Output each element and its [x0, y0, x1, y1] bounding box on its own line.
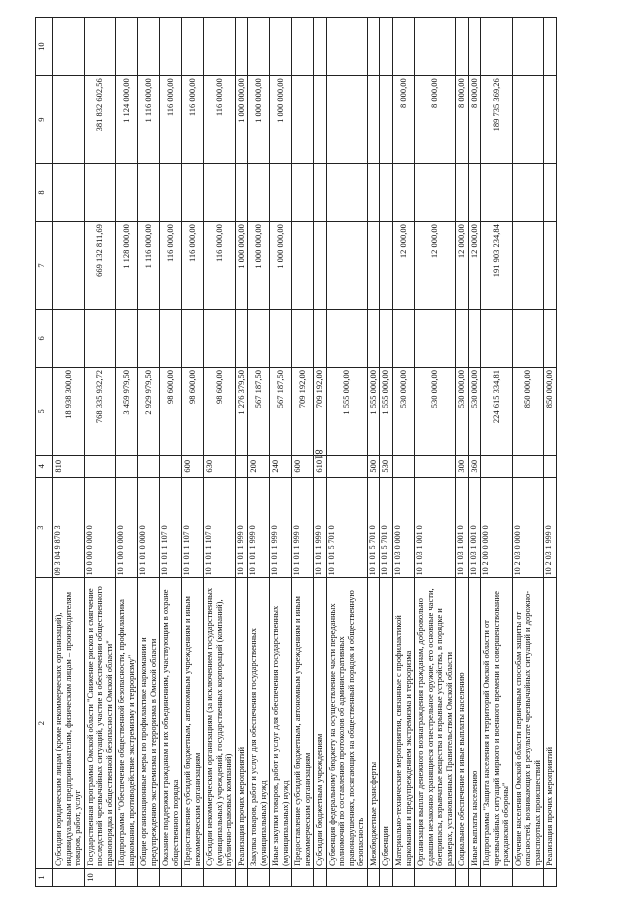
- cell-c8: [270, 163, 292, 221]
- cell-c4: [544, 455, 557, 477]
- cell-c9: [314, 76, 327, 164]
- cell-c8: [235, 163, 248, 221]
- cell-c1: [367, 869, 380, 887]
- cell-c8: [160, 163, 182, 221]
- column-header-2: 2: [36, 578, 53, 869]
- cell-c8: [392, 163, 414, 221]
- cell-c6: [84, 309, 116, 367]
- cell-c6: [468, 309, 481, 367]
- cell-c4: [415, 455, 456, 477]
- cell-c1: [116, 869, 138, 887]
- cell-c6: [138, 309, 160, 367]
- cell-c10: [204, 18, 236, 76]
- cell-c5: 530 000,00: [415, 367, 456, 455]
- table-row: [292, 18, 314, 887]
- cell-c1: [512, 869, 544, 887]
- cell-c2: Социальное обеспечение и иные выплаты населению: [456, 578, 469, 869]
- cell-c5: 1 276 379,50: [235, 367, 248, 455]
- cell-c5: 224 615 334,81: [481, 367, 513, 455]
- cell-c6: [512, 309, 544, 367]
- cell-c9: 1 000 000,00: [235, 76, 248, 164]
- cell-c4: 610: [314, 455, 327, 477]
- table-body: [53, 18, 557, 887]
- cell-c1: [160, 869, 182, 887]
- cell-c3: 09 3 04 9 870 3: [53, 477, 85, 577]
- cell-c8: [138, 163, 160, 221]
- cell-c9: 8 000,00: [468, 76, 481, 164]
- cell-c4: 200: [248, 455, 270, 477]
- table-row: [235, 18, 248, 887]
- cell-c3: 10 1 03 1 001 0: [468, 477, 481, 577]
- cell-c3: 10 1 03 0 000 0: [392, 477, 414, 577]
- cell-c3: 10 2 03 1 999 0: [544, 477, 557, 577]
- cell-c9: 116 000,00: [204, 76, 236, 164]
- cell-c7: 669 132 811,69: [84, 222, 116, 310]
- cell-c6: [235, 309, 248, 367]
- table-row: [544, 18, 557, 887]
- cell-c1: [53, 869, 85, 887]
- cell-c4: [84, 455, 116, 477]
- cell-c2: Подпрограмма "Обеспечение общественной безопасности, профилактика наркомании, противодействие экстремизму и терроризму": [116, 578, 138, 869]
- cell-c7: 116 000,00: [160, 222, 182, 310]
- cell-c2: Обучение населения Омской области первичным способам защиты от опасностей, возникающих в результате чрезвычайных ситуаций и дорожно-транспортных происшествий: [512, 578, 544, 869]
- cell-c9: 116 000,00: [182, 76, 204, 164]
- cell-c1: [248, 869, 270, 887]
- cell-c10: [138, 18, 160, 76]
- cell-c4: 500: [367, 455, 380, 477]
- cell-c2: Субвенции: [380, 578, 393, 869]
- cell-c10: [392, 18, 414, 76]
- table-row: [314, 18, 327, 887]
- cell-c10: [326, 18, 367, 76]
- cell-c1: 10: [84, 869, 116, 887]
- cell-c2: Межбюджетные трансферты: [367, 578, 380, 869]
- cell-c5: 567 187,50: [270, 367, 292, 455]
- cell-c5: 530 000,00: [468, 367, 481, 455]
- cell-c6: [326, 309, 367, 367]
- cell-c9: 1 000 000,00: [248, 76, 270, 164]
- cell-c7: 1 128 000,00: [116, 222, 138, 310]
- cell-c5: 530 000,00: [456, 367, 469, 455]
- cell-c2: Предоставление субсидий бюджетным, автономным учреждениям и иным некоммерческим организациям: [182, 578, 204, 869]
- cell-c4: [235, 455, 248, 477]
- cell-c5: 18 938 300,00: [53, 367, 85, 455]
- page-number: 81: [312, 449, 324, 460]
- cell-c10: [235, 18, 248, 76]
- cell-c9: 8 000,00: [392, 76, 414, 164]
- table-row: [326, 18, 367, 887]
- cell-c3: 10 1 01 5 701 0: [326, 477, 367, 577]
- cell-c3: 10 0 00 0 000 0: [84, 477, 116, 577]
- cell-c6: [481, 309, 513, 367]
- cell-c7: [512, 222, 544, 310]
- cell-c10: [481, 18, 513, 76]
- cell-c9: [512, 76, 544, 164]
- cell-c1: [468, 869, 481, 887]
- cell-c1: [314, 869, 327, 887]
- budget-table: [35, 17, 557, 887]
- cell-c10: [116, 18, 138, 76]
- rotated-sheet: [35, 17, 635, 887]
- cell-c1: [415, 869, 456, 887]
- cell-c10: [292, 18, 314, 76]
- cell-c4: [481, 455, 513, 477]
- column-header-1: 1: [36, 869, 53, 887]
- cell-c6: [248, 309, 270, 367]
- cell-c10: [468, 18, 481, 76]
- cell-c2: Субсидии некоммерческим организациям (за исключением государственных (муниципальных) учреждений, государственных корпораций (компаний), публично-правовых компаний): [204, 578, 236, 869]
- cell-c9: [544, 76, 557, 164]
- cell-c9: 381 832 602,56: [84, 76, 116, 164]
- table-row: [468, 18, 481, 887]
- table-row: [84, 18, 116, 887]
- cell-c3: 10 1 01 1 999 0: [292, 477, 314, 577]
- cell-c9: [367, 76, 380, 164]
- cell-c10: [248, 18, 270, 76]
- cell-c3: 10 1 01 1 107 0: [160, 477, 182, 577]
- cell-c7: 1 000 000,00: [270, 222, 292, 310]
- cell-c5: 768 335 932,72: [84, 367, 116, 455]
- cell-c1: [204, 869, 236, 887]
- cell-c2: Субвенция федеральному бюджету на осуществление части переданных полномочий по составлению протоколов об административных правонарушениях, посягающих на общественный порядок и общественную безопасность: [326, 578, 367, 869]
- table-row: [481, 18, 513, 887]
- cell-c2: Иные закупки товаров, работ и услуг для обеспечения государственных (муниципальных) нужд: [270, 578, 292, 869]
- cell-c1: [544, 869, 557, 887]
- cell-c9: 116 000,00: [160, 76, 182, 164]
- cell-c10: [456, 18, 469, 76]
- cell-c8: [248, 163, 270, 221]
- cell-c6: [292, 309, 314, 367]
- column-header-8: 8: [36, 163, 53, 221]
- table-row: [53, 18, 85, 887]
- table-row: [367, 18, 380, 887]
- cell-c2: Государственная программа Омской области "Снижение рисков и смягчение последствий чрезвычайных ситуаций, участие в обеспечении общественного правопорядка и общественной безопасности Омской области": [84, 578, 116, 869]
- cell-c7: [326, 222, 367, 310]
- table-row: [415, 18, 456, 887]
- column-header-4: 4: [36, 455, 53, 477]
- cell-c10: [415, 18, 456, 76]
- cell-c5: 709 192,00: [314, 367, 327, 455]
- cell-c6: [367, 309, 380, 367]
- cell-c10: [84, 18, 116, 76]
- cell-c3: 10 1 01 0 000 0: [138, 477, 160, 577]
- cell-c1: [270, 869, 292, 887]
- cell-c9: [53, 76, 85, 164]
- cell-c8: [182, 163, 204, 221]
- cell-c2: Материально-технические мероприятия, связанные с профилактикой наркомании и предупреждением экстремизма и терроризма: [392, 578, 414, 869]
- table-row: [456, 18, 469, 887]
- cell-c2: Субсидии юридическим лицам (кроме некоммерческих организаций), индивидуальным предпринимателям, физическим лицам – производителям товаров, работ, услуг: [53, 578, 85, 869]
- cell-c2: Иные выплаты населению: [468, 578, 481, 869]
- cell-c1: [392, 869, 414, 887]
- cell-c4: [138, 455, 160, 477]
- cell-c4: 360: [468, 455, 481, 477]
- cell-c9: 8 000,00: [456, 76, 469, 164]
- column-header-10: 10: [36, 18, 53, 76]
- cell-c5: 709 192,00: [292, 367, 314, 455]
- cell-c8: [380, 163, 393, 221]
- cell-c1: [380, 869, 393, 887]
- cell-c7: [544, 222, 557, 310]
- cell-c10: [270, 18, 292, 76]
- cell-c6: [392, 309, 414, 367]
- cell-c1: [456, 869, 469, 887]
- cell-c5: 1 555 000,00: [326, 367, 367, 455]
- cell-c8: [544, 163, 557, 221]
- column-header-6: 6: [36, 309, 53, 367]
- cell-c8: [84, 163, 116, 221]
- cell-c8: [481, 163, 513, 221]
- cell-c10: [367, 18, 380, 76]
- cell-c9: 1 116 000,00: [138, 76, 160, 164]
- cell-c4: 300: [456, 455, 469, 477]
- cell-c2: Реализация прочих мероприятий: [235, 578, 248, 869]
- cell-c7: 191 903 234,84: [481, 222, 513, 310]
- column-header-9: 9: [36, 76, 53, 164]
- cell-c4: [160, 455, 182, 477]
- cell-c8: [326, 163, 367, 221]
- cell-c1: [292, 869, 314, 887]
- cell-c4: [116, 455, 138, 477]
- cell-c3: 10 1 01 1 999 0: [314, 477, 327, 577]
- column-header-5: 5: [36, 367, 53, 455]
- cell-c4: 600: [182, 455, 204, 477]
- cell-c2: Подпрограмма "Защита населения и территорий Омской области от чрезвычайных ситуаций мирного и военного времени и совершенствование гражданской обороны": [481, 578, 513, 869]
- cell-c4: 240: [270, 455, 292, 477]
- cell-c3: 10 1 01 1 999 0: [270, 477, 292, 577]
- cell-c7: 12 000,00: [392, 222, 414, 310]
- cell-c3: 10 1 01 1 999 0: [235, 477, 248, 577]
- cell-c2: Закупка товаров, работ и услуг для обеспечения государственных (муниципальных) нужд: [248, 578, 270, 869]
- cell-c5: 567 187,50: [248, 367, 270, 455]
- cell-c8: [204, 163, 236, 221]
- cell-c4: [392, 455, 414, 477]
- cell-c7: 12 000,00: [456, 222, 469, 310]
- cell-c7: [53, 222, 85, 310]
- cell-c7: 1 000 000,00: [235, 222, 248, 310]
- cell-c2: Организация выплат денежного вознаграждения гражданам, добровольно сдавшим незаконно хранящиеся огнестрельное оружие, его основные части, боеприпасы, взрывчатые вещества и взрывные устройства, в порядке и размерах, установленных Правительством Омской области: [415, 578, 456, 869]
- cell-c5: 850 000,00: [544, 367, 557, 455]
- cell-c10: [380, 18, 393, 76]
- table-row: [392, 18, 414, 887]
- cell-c6: [415, 309, 456, 367]
- cell-c5: 530 000,00: [392, 367, 414, 455]
- cell-c8: [468, 163, 481, 221]
- cell-c7: [380, 222, 393, 310]
- cell-c9: [292, 76, 314, 164]
- cell-c7: [314, 222, 327, 310]
- cell-c8: [456, 163, 469, 221]
- cell-c6: [270, 309, 292, 367]
- cell-c3: 10 1 00 0 000 0: [116, 477, 138, 577]
- table-row: [182, 18, 204, 887]
- cell-c2: Субсидии бюджетным учреждениям: [314, 578, 327, 869]
- cell-c10: [53, 18, 85, 76]
- cell-c5: 1 555 000,00: [380, 367, 393, 455]
- cell-c1: [235, 869, 248, 887]
- header-row: [36, 18, 53, 887]
- cell-c3: 10 1 01 5 701 0: [380, 477, 393, 577]
- cell-c4: [512, 455, 544, 477]
- cell-c10: [314, 18, 327, 76]
- cell-c6: [314, 309, 327, 367]
- cell-c6: [204, 309, 236, 367]
- cell-c4: 530: [380, 455, 393, 477]
- cell-c2: Общие организационные меры по профилактике наркомании и предупреждению экстремизма и терроризма в Омской области: [138, 578, 160, 869]
- cell-c9: 1 124 000,00: [116, 76, 138, 164]
- cell-c9: 1 000 000,00: [270, 76, 292, 164]
- cell-c3: 10 2 03 0 000 0: [512, 477, 544, 577]
- cell-c10: [544, 18, 557, 76]
- cell-c4: 810: [53, 455, 85, 477]
- cell-c3: 10 1 03 1 001 0: [415, 477, 456, 577]
- cell-c8: [512, 163, 544, 221]
- cell-c8: [116, 163, 138, 221]
- cell-c6: [182, 309, 204, 367]
- cell-c9: [326, 76, 367, 164]
- cell-c3: 10 1 03 1 001 0: [456, 477, 469, 577]
- cell-c2: Предоставление субсидий бюджетным, автономным учреждениям и иным некоммерческим организациям: [292, 578, 314, 869]
- cell-c6: [380, 309, 393, 367]
- cell-c3: 10 1 01 5 701 0: [367, 477, 380, 577]
- table-row: [512, 18, 544, 887]
- cell-c6: [544, 309, 557, 367]
- cell-c1: [481, 869, 513, 887]
- cell-c1: [182, 869, 204, 887]
- cell-c5: 1 555 000,00: [367, 367, 380, 455]
- cell-c7: 1 116 000,00: [138, 222, 160, 310]
- cell-c10: [512, 18, 544, 76]
- cell-c7: 12 000,00: [415, 222, 456, 310]
- cell-c5: 98 600,00: [204, 367, 236, 455]
- cell-c3: 10 2 00 0 000 0: [481, 477, 513, 577]
- cell-c1: [138, 869, 160, 887]
- cell-c9: 189 735 369,26: [481, 76, 513, 164]
- cell-c8: [415, 163, 456, 221]
- cell-c7: 1 000 000,00: [248, 222, 270, 310]
- table-row: [248, 18, 270, 887]
- table-row: [204, 18, 236, 887]
- cell-c8: [367, 163, 380, 221]
- cell-c10: [182, 18, 204, 76]
- cell-c6: [456, 309, 469, 367]
- cell-c5: 2 929 979,50: [138, 367, 160, 455]
- cell-c2: Реализация прочих мероприятий: [544, 578, 557, 869]
- cell-c1: [326, 869, 367, 887]
- column-header-3: 3: [36, 477, 53, 577]
- cell-c5: 98 600,00: [160, 367, 182, 455]
- cell-c7: 116 000,00: [182, 222, 204, 310]
- table-row: [380, 18, 393, 887]
- table-row: [270, 18, 292, 887]
- cell-c2: Оказание поддержки гражданам и их объединениям, участвующим в охране общественного порядка: [160, 578, 182, 869]
- cell-c10: [160, 18, 182, 76]
- cell-c9: [380, 76, 393, 164]
- cell-c8: [292, 163, 314, 221]
- cell-c9: 8 000,00: [415, 76, 456, 164]
- cell-c5: 3 459 979,50: [116, 367, 138, 455]
- cell-c3: 10 1 01 1 107 0: [182, 477, 204, 577]
- table-row: [160, 18, 182, 887]
- cell-c8: [53, 163, 85, 221]
- cell-c4: 630: [204, 455, 236, 477]
- cell-c6: [160, 309, 182, 367]
- cell-c7: [367, 222, 380, 310]
- cell-c3: 10 1 01 1 107 0: [204, 477, 236, 577]
- cell-c5: 98 600,00: [182, 367, 204, 455]
- cell-c3: 10 1 01 1 999 0: [248, 477, 270, 577]
- cell-c7: 116 000,00: [204, 222, 236, 310]
- column-header-7: 7: [36, 222, 53, 310]
- table-row: [116, 18, 138, 887]
- cell-c7: [292, 222, 314, 310]
- cell-c8: [314, 163, 327, 221]
- cell-c5: 850 000,00: [512, 367, 544, 455]
- cell-c4: 600: [292, 455, 314, 477]
- cell-c6: [116, 309, 138, 367]
- cell-c7: 12 000,00: [468, 222, 481, 310]
- table-row: [138, 18, 160, 887]
- cell-c6: [53, 309, 85, 367]
- cell-c4: [326, 455, 367, 477]
